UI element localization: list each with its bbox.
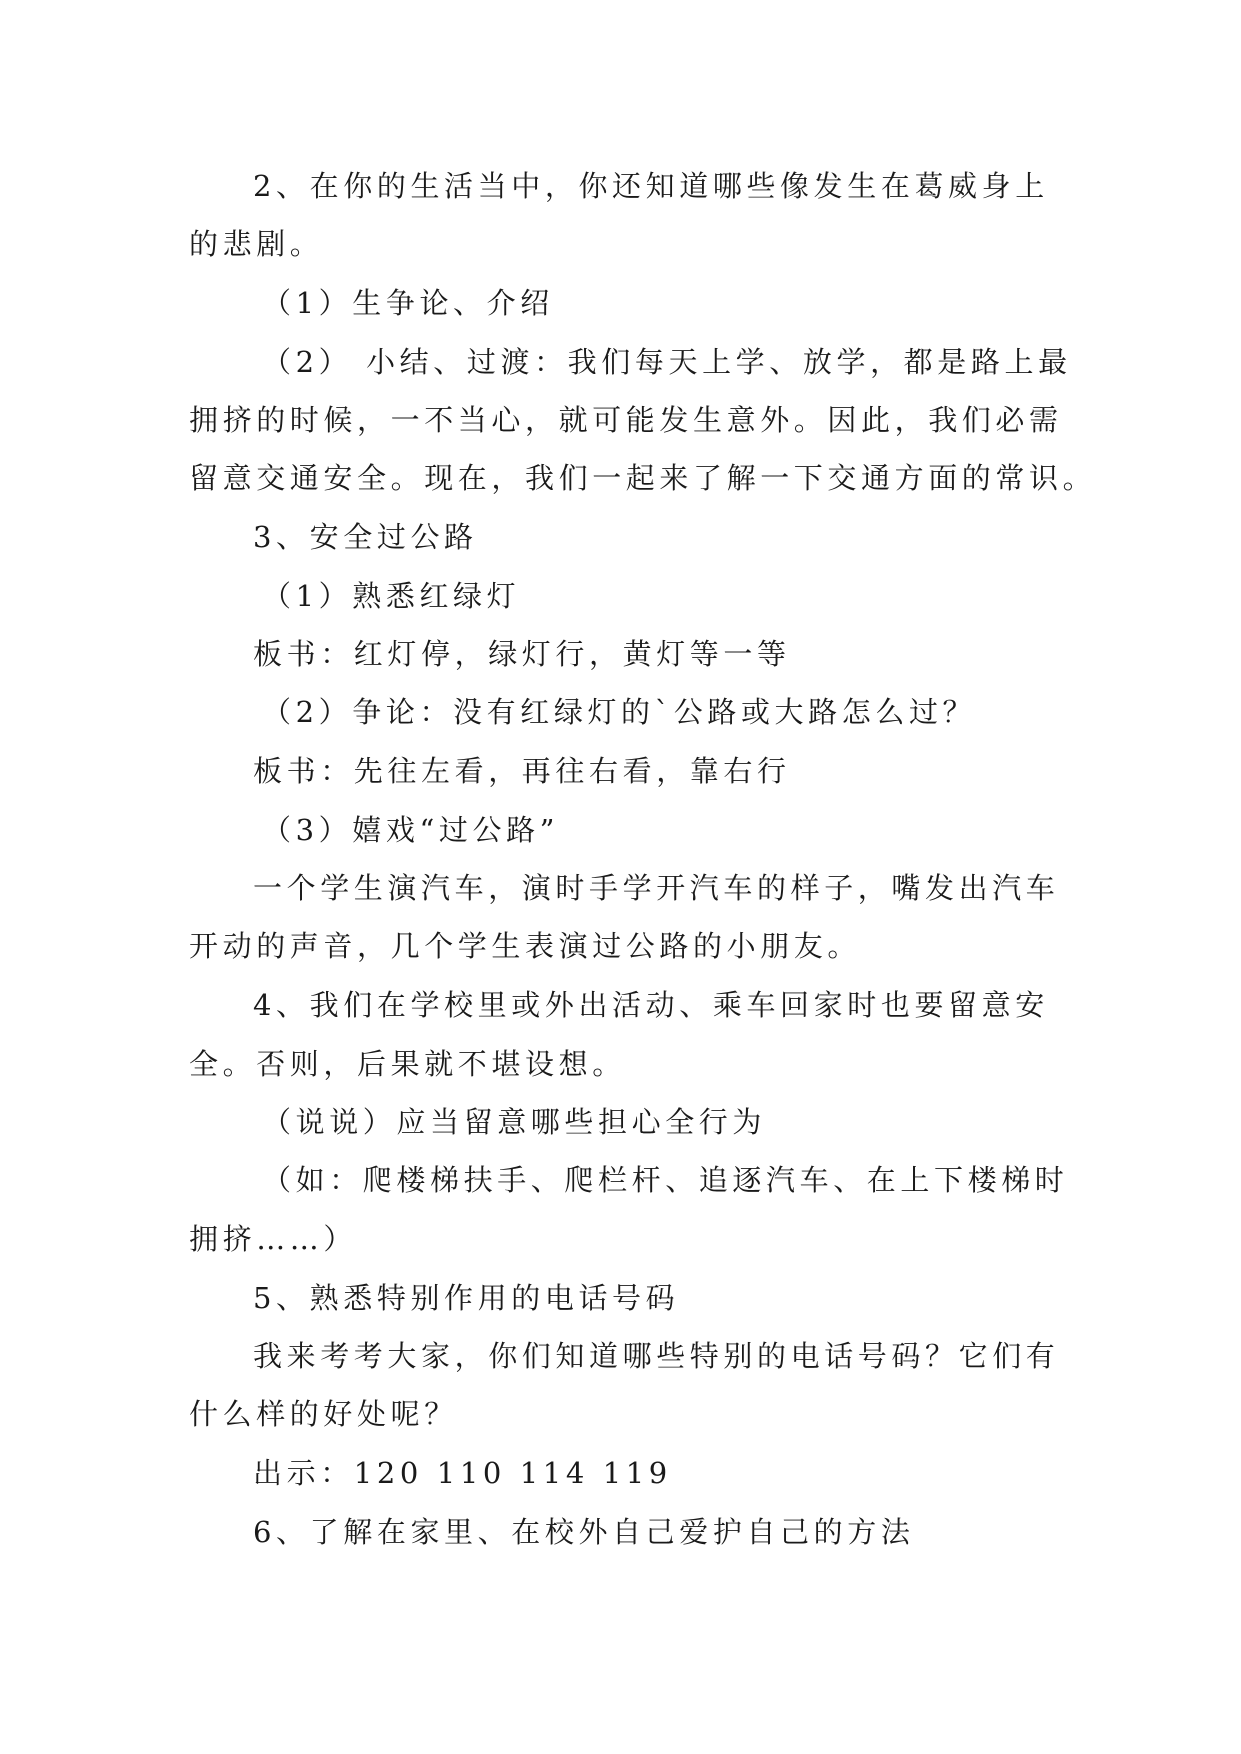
paragraph-line: 拥挤的时候，一不当心，就可能发生意外。因此，我们必需 <box>189 403 1063 437</box>
paragraph-line: 4、我们在学校里或外出活动、乘车回家时也要留意安 <box>253 988 1049 1022</box>
paragraph-line: 什么样的好处呢？ <box>189 1397 458 1431</box>
paragraph-line: （3）嬉戏“过公路” <box>262 813 560 847</box>
paragraph-line: （2）争论：没有红绿灯的`公路或大路怎么过？ <box>262 695 977 729</box>
paragraph-line: （说说）应当留意哪些担心全行为 <box>262 1105 767 1139</box>
paragraph-line: （2） 小结、过渡：我们每天上学、放学，都是路上最 <box>262 345 1072 379</box>
paragraph-line: 全。否则，后果就不堪设想。 <box>189 1047 626 1081</box>
paragraph-line: 一个学生演汽车，演时手学开汽车的样子，嘴发出汽车 <box>253 871 1060 905</box>
paragraph-line: 3、安全过公路 <box>253 520 478 554</box>
paragraph-line: 开动的声音，几个学生表演过公路的小朋友。 <box>189 929 862 963</box>
paragraph-line: 拥挤……） <box>189 1222 358 1256</box>
paragraph-line: 板书：先往左看，再往右看，靠右行 <box>253 754 791 788</box>
paragraph-line: 5、熟悉特别作用的电话号码 <box>253 1281 680 1315</box>
paragraph-line: （1）生争论、介绍 <box>262 286 554 320</box>
paragraph-line: 的悲剧。 <box>189 227 324 261</box>
paragraph-line: 2、在你的生活当中，你还知道哪些像发生在葛威身上 <box>253 169 1049 203</box>
paragraph-line: 出示：120 110 114 119 <box>253 1456 672 1490</box>
paragraph-line: 板书：红灯停，绿灯行，黄灯等一等 <box>253 637 791 671</box>
paragraph-line: （1）熟悉红绿灯 <box>262 579 521 613</box>
paragraph-line: 我来考考大家，你们知道哪些特别的电话号码？它们有 <box>253 1339 1060 1373</box>
paragraph-line: 6、了解在家里、在校外自己爱护自己的方法 <box>253 1515 915 1549</box>
paragraph-line: 留意交通安全。现在，我们一起来了解一下交通方面的常识。 <box>189 461 1097 495</box>
paragraph-line: （如：爬楼梯扶手、爬栏杆、追逐汽车、在上下楼梯时 <box>262 1163 1069 1197</box>
